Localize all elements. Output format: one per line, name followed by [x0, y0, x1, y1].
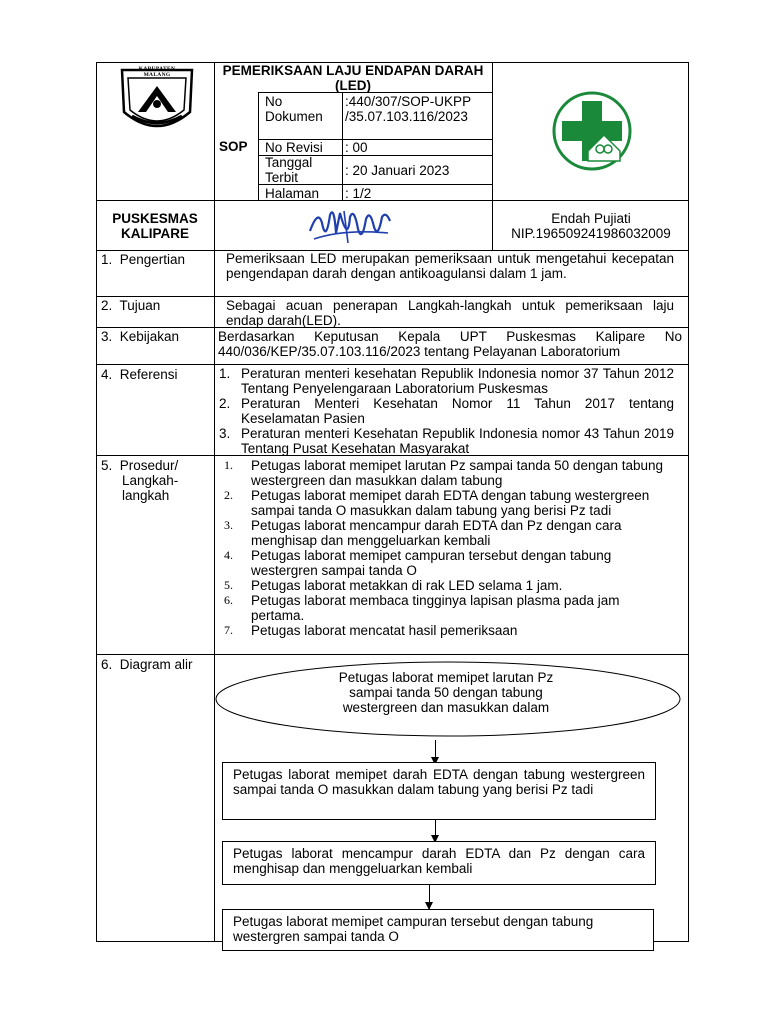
no-revisi-value: : 00 [345, 140, 368, 155]
signer-nip: NIP.196509241986032009 [511, 226, 671, 241]
prosedur-item: 3. Petugas laborat mencampur darah EDTA dan Pz dengan cara menghisap dan menggeluarkan kembali [224, 518, 622, 548]
prosedur-item: 5. Petugas laborat metakkan di rak LED selama 1 jam. [224, 578, 563, 593]
prosedur-item: 7. Petugas laborat mencatat hasil pemeriksaan [224, 623, 518, 638]
logo-text: KABUPATEN MALANG [138, 66, 176, 78]
document-title: PEMERIKSAAN LAJU ENDAPAN DARAH (LED) [222, 63, 484, 93]
prosedur-item: 6. Petugas laborat membaca tingginya lapisan plasma pada jam pertama. [224, 593, 620, 623]
referensi-list [219, 366, 674, 456]
referensi-item: 2. Peraturan Menteri Kesehatan Nomor 11 Tahun 2017 tentang Keselamatan Pasien [219, 396, 674, 426]
prosedur-item: 4. Petugas laborat memipet campuran tersebut dengan tabung westergren sampai tanda O [224, 548, 612, 578]
referensi-item: 3. Peraturan menteri Kesehatan Republik Indonesia nomor 43 Tahun 2019 Tentang Pusat Kesehatan Masyarakat [219, 426, 674, 456]
flow-step-box [222, 909, 654, 951]
prosedur-label [101, 458, 178, 503]
sop-label: SOP [219, 139, 248, 154]
prosedur-label-line1: 5. Prosedur/ [101, 458, 179, 473]
tanggal-terbit-label: Tanggal Terbit [265, 155, 313, 185]
prosedur-label-line3: langkah [122, 488, 170, 503]
flow-step-start [214, 660, 682, 738]
halaman-value: : 1/2 [345, 186, 372, 201]
pengertian-text: Pemeriksaan LED merupakan pemeriksaan untuk mengetahui kecepatan pengendapan darah dengan antikoagulansi dalam 1 jam. [226, 251, 674, 281]
no-revisi-label: No Revisi [265, 140, 323, 155]
prosedur-item: 2. Petugas laborat memipet darah EDTA dengan tabung westergreen sampai tanda O masukkan dalam tabung yang berisi Pz tadi [224, 488, 650, 518]
kebijakan-label: 3. Kebijakan [101, 329, 180, 344]
puskesmas-name: PUSKESMAS KALIPARE [112, 211, 198, 241]
prosedur-list [224, 458, 670, 638]
signature [304, 203, 396, 249]
flow-step-box [222, 841, 656, 885]
flow-arrow [435, 740, 436, 764]
flow-step-text: Petugas laborat memipet campuran tersebut dengan tabung westergren sampai tanda O [233, 914, 594, 944]
no-dokumen-label: No Dokumen [265, 94, 323, 124]
tanggal-terbit-value: : 20 Januari 2023 [345, 163, 450, 178]
prosedur-label-line2: Langkah- [122, 473, 179, 488]
flow-arrow [429, 885, 430, 909]
tujuan-text: Sebagai acuan penerapan Langkah-langkah untuk pemeriksaan laju endap darah(LED). [226, 298, 674, 328]
flow-step-text: Petugas laborat memipet larutan Pz sampai tanda 50 dengan tabung westergreen dan masukkan dalam [338, 670, 554, 715]
flow-step-box [222, 762, 656, 820]
pengertian-label: 1. Pengertian [101, 252, 186, 267]
diagram-label: 6. Diagram alir [101, 657, 193, 672]
kabupaten-malang-logo [118, 64, 196, 138]
flow-arrow [435, 820, 436, 842]
referensi-item: 1. Peraturan menteri kesehatan Republik Indonesia nomor 37 Tahun 2012 Tentang Penyelengaraan Laboratorium Puskesmas [219, 366, 674, 396]
halaman-label: Halaman [265, 186, 320, 201]
signer-name: Endah Pujiati [551, 211, 631, 226]
puskesmas-logo [552, 91, 632, 171]
prosedur-item: 1. Petugas laborat memipet larutan Pz sampai tanda 50 dengan tabung westergreen dan masukkan dalam tabung [224, 458, 664, 488]
tujuan-label: 2. Tujuan [101, 298, 161, 313]
flow-step-text: Petugas laborat memipet darah EDTA dengan tabung westergreen sampai tanda O masukkan dalam tabung yang berisi Pz tadi [233, 767, 645, 797]
flow-step-text: Petugas laborat mencampur darah EDTA dan Pz dengan cara menghisap dan menggeluarkan kembali [233, 846, 645, 876]
no-dokumen-value: :440/307/SOP-UKPP /35.07.103.116/2023 [345, 94, 471, 124]
kebijakan-text: Berdasarkan Keputusan Kepala UPT Puskesmas Kalipare No 440/036/KEP/35.07.103.116/2023 tentang Pelayanan Laboratorium [218, 329, 682, 359]
referensi-label: 4. Referensi [101, 367, 178, 382]
